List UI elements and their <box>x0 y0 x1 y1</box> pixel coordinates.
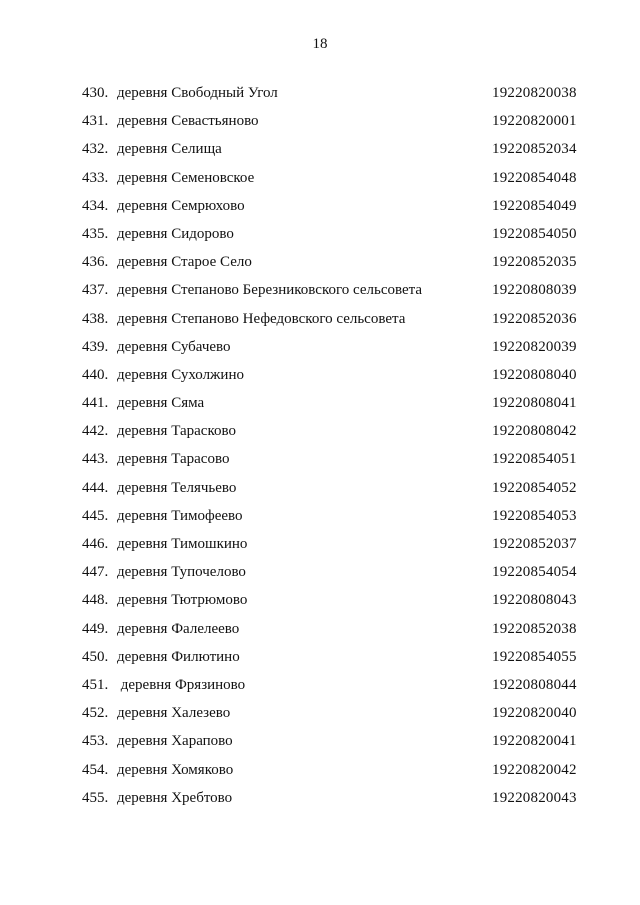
entry-code: 19220820041 <box>492 733 577 750</box>
list-item <box>0 224 640 252</box>
entry-name: деревня Селища <box>117 141 222 158</box>
entry-name: деревня Сухолжино <box>117 366 244 383</box>
list-item <box>0 647 640 675</box>
entry-name: деревня Фрязиново <box>117 676 246 693</box>
entry-name: деревня Тютрюмово <box>117 592 248 609</box>
entry-name: деревня Тупочелово <box>117 564 246 581</box>
list-item <box>0 562 640 590</box>
entry-code: 19220854055 <box>492 648 577 665</box>
entry-name: деревня Свободный Угол <box>117 85 278 101</box>
list-item <box>0 309 640 337</box>
entry-number: 432. <box>82 141 109 158</box>
entry-number: 451. <box>82 676 109 693</box>
entry-code: 19220808043 <box>492 592 577 609</box>
entry-number: 435. <box>82 225 109 242</box>
list-item <box>0 421 640 449</box>
entry-name: деревня Хомяково <box>117 761 234 778</box>
entry-name: деревня Степаново Нефедовского сельсовета <box>117 310 406 327</box>
entry-name: деревня Старое Село <box>117 254 252 271</box>
list-item <box>0 449 640 477</box>
list-item <box>0 534 640 562</box>
entry-number: 453. <box>82 733 109 750</box>
entry-code: 19220854051 <box>492 451 577 468</box>
entry-name: деревня Сидорово <box>117 225 234 242</box>
entry-number: 446. <box>82 536 109 552</box>
entry-code: 19220854048 <box>492 169 577 186</box>
entry-number: 445. <box>82 507 109 524</box>
entry-name: деревня Тимофеево <box>117 507 243 524</box>
list-item <box>0 168 640 196</box>
entry-number: 441. <box>82 395 109 412</box>
list-item <box>0 619 640 647</box>
entry-code: 19220852036 <box>492 310 577 327</box>
entry-code: 19220820040 <box>492 705 577 722</box>
entry-number: 444. <box>82 479 109 496</box>
page-number: 18 <box>312 36 328 52</box>
list-item <box>0 139 640 167</box>
entry-number: 442. <box>82 423 109 440</box>
entry-name: деревня Хребтово <box>117 789 233 806</box>
entry-code: 19220808044 <box>492 676 577 693</box>
entry-code: 19220854053 <box>492 507 577 524</box>
entry-code: 19220854054 <box>492 564 577 581</box>
entry-name: деревня Субачево <box>117 338 231 355</box>
list-item <box>0 83 640 111</box>
entry-code: 19220808041 <box>492 395 577 412</box>
list-item <box>0 675 640 703</box>
entry-name: деревня Тимошкино <box>117 536 248 552</box>
entry-code: 19220854050 <box>492 225 577 242</box>
entry-number: 447. <box>82 564 109 581</box>
entry-code: 19220820043 <box>492 789 577 806</box>
list-item <box>0 337 640 365</box>
entry-name: деревня Харапово <box>117 733 233 750</box>
entry-number: 433. <box>82 169 109 186</box>
entry-number: 449. <box>82 620 109 637</box>
list-item <box>0 788 640 816</box>
entry-code: 19220852037 <box>492 536 577 552</box>
entry-number: 450. <box>82 648 109 665</box>
entry-number: 452. <box>82 705 109 722</box>
entry-number: 437. <box>82 282 109 299</box>
entry-name: деревня Севастьяново <box>117 113 259 130</box>
entry-number: 434. <box>82 197 109 214</box>
entry-number: 443. <box>82 451 109 468</box>
entry-code: 19220820001 <box>492 113 577 130</box>
entry-number: 430. <box>82 85 109 101</box>
list-item <box>0 393 640 421</box>
entry-number: 454. <box>82 761 109 778</box>
entry-name: деревня Степаново Березниковского сельсовета <box>117 282 423 299</box>
entry-code: 19220808040 <box>492 366 577 383</box>
entry-name: деревня Семеновское <box>117 169 255 186</box>
entry-number: 436. <box>82 254 109 271</box>
entry-code: 19220854049 <box>492 197 577 214</box>
entry-code: 19220820042 <box>492 761 577 778</box>
list-item <box>0 280 640 308</box>
list-item <box>0 760 640 788</box>
entry-code: 19220820039 <box>492 338 577 355</box>
list-item <box>0 506 640 534</box>
list-item <box>0 365 640 393</box>
entry-name: деревня Телячьево <box>117 479 237 496</box>
entry-number: 439. <box>82 338 109 355</box>
entry-code: 19220852035 <box>492 254 577 271</box>
list-item <box>0 703 640 731</box>
list-item <box>0 111 640 139</box>
entry-code: 19220852034 <box>492 141 577 158</box>
entry-number: 438. <box>82 310 109 327</box>
entry-name: деревня Халезево <box>117 705 231 722</box>
entry-code: 19220808039 <box>492 282 577 299</box>
entry-name: деревня Тарасково <box>117 423 236 440</box>
entry-name: деревня Семрюхово <box>117 197 245 214</box>
entry-number: 440. <box>82 366 109 383</box>
entry-name: деревня Тарасово <box>117 451 230 468</box>
entry-code: 19220852038 <box>492 620 577 637</box>
entry-name: деревня Сяма <box>117 395 205 412</box>
entry-code: 19220854052 <box>492 479 577 496</box>
entry-name: деревня Филютино <box>117 648 240 665</box>
list-item <box>0 252 640 280</box>
entry-code: 19220808042 <box>492 423 577 440</box>
entry-number: 448. <box>82 592 109 609</box>
entry-number: 431. <box>82 113 109 130</box>
entry-number: 455. <box>82 789 109 806</box>
list-item <box>0 478 640 506</box>
entry-code: 19220820038 <box>492 85 577 101</box>
settlement-list <box>0 83 640 816</box>
list-item <box>0 196 640 224</box>
list-item <box>0 731 640 759</box>
entry-name: деревня Фалелеево <box>117 620 240 637</box>
list-item <box>0 590 640 618</box>
